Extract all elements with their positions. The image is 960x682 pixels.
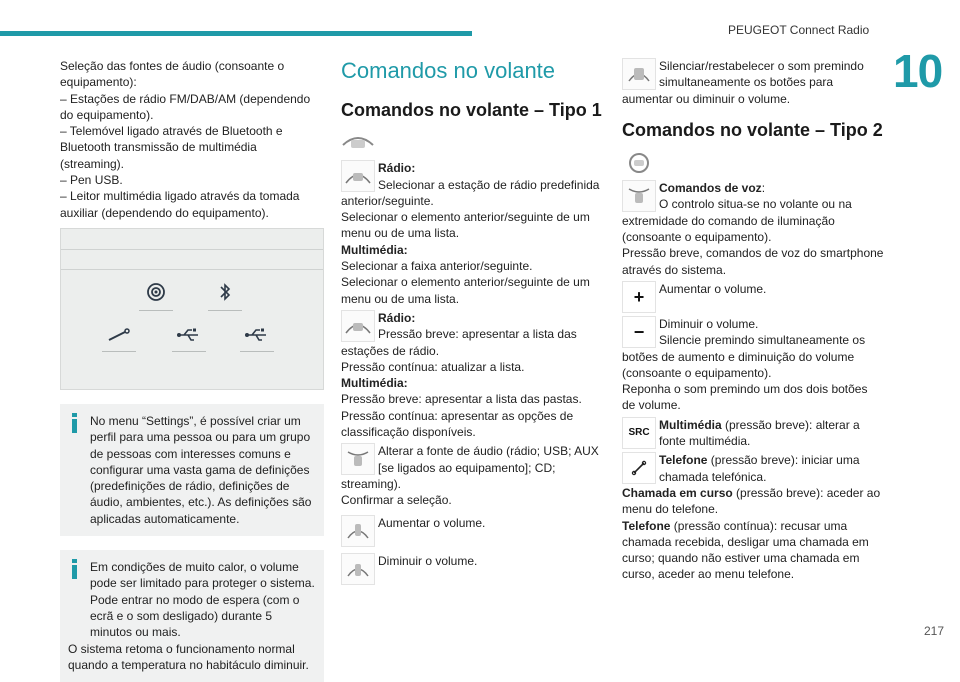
audio-source-figure xyxy=(60,228,324,390)
control-entry-plus xyxy=(622,281,884,313)
entry-text: Pressão breve, comandos de voz do smartphone através do sistema. xyxy=(622,246,884,277)
entry-label: Chamada em curso xyxy=(622,485,733,500)
list-item: – Pen USB. xyxy=(60,173,123,188)
note-text: No menu “Settings”, é possível criar um perfil para uma pessoa ou para um grupo de pessoas com interesses comuns e configurar uma vasta gama de definições (predefinições de rádio, definições de áudio, ambientes, etc.). As definições são aplicadas automaticamente. xyxy=(90,413,312,526)
entry-label: Rádio: xyxy=(378,161,416,176)
entry-text: Selecionar a faixa anterior/seguinte. xyxy=(341,259,533,274)
control-entry-phone xyxy=(622,452,884,485)
header-accent-bar xyxy=(0,31,472,36)
entry-label: Telefone xyxy=(622,518,671,533)
entry-text: Reponha o som premindo um dos dois botões de volume. xyxy=(622,382,868,413)
section-subtitle: Comandos no volante – Tipo 1 xyxy=(341,100,602,120)
column-3 xyxy=(622,58,884,583)
phone-icon xyxy=(622,452,656,484)
info-icon xyxy=(72,559,77,581)
entry-text: Pressão breve: apresentar a lista das estações de rádio. xyxy=(341,327,577,358)
list-item: – Telemóvel ligado através de Bluetooth e Bluetooth transmissão de multimédia (streaming). xyxy=(60,124,283,171)
info-icon xyxy=(72,413,77,435)
entry-text: (pressão breve): alterar a fonte multimédia. xyxy=(659,417,860,449)
note-text: O sistema retoma o funcionamento normal quando a temperatura no habitáculo diminuir. xyxy=(68,641,309,672)
steering-wheel-thumb xyxy=(341,131,606,157)
entry-text: Aumentar o volume. xyxy=(659,281,767,296)
section-subtitle: Comandos no volante – Tipo 2 xyxy=(622,119,883,140)
section-title: Comandos no volante xyxy=(341,58,556,83)
aux-icon xyxy=(102,327,136,352)
entry-label: Multimédia xyxy=(659,417,722,432)
info-note-profiles xyxy=(60,404,324,536)
radio-icon xyxy=(139,282,173,311)
entry-text: (pressão breve): iniciar uma chamada telefónica. xyxy=(659,453,860,484)
entry-text: Pressão breve: apresentar a lista das pastas. xyxy=(341,392,582,407)
list-item: – Estações de rádio FM/DAB/AM (dependendo do equipamento). xyxy=(60,91,311,122)
intro-text: Seleção das fontes de áudio (consoante o equipamento): xyxy=(60,59,285,90)
control-entry-volume-down xyxy=(341,553,606,585)
plus-icon: + xyxy=(622,281,656,313)
entry-text: : xyxy=(761,181,766,196)
control-entry-src xyxy=(622,417,884,450)
source-screen xyxy=(61,270,323,389)
usb-icon xyxy=(240,327,274,352)
usb-icon xyxy=(172,327,206,352)
column-2 xyxy=(341,58,606,585)
running-header: PEUGEOT Connect Radio xyxy=(728,23,870,37)
entry-text: Diminuir o volume. xyxy=(659,316,759,331)
steering-control-icon xyxy=(341,443,375,475)
entry-text: Selecionar o elemento anterior/seguinte de um menu ou de uma lista. xyxy=(341,210,590,241)
steering-control-icon xyxy=(341,553,375,585)
screen-band xyxy=(61,249,323,270)
entry-text: Selecionar o elemento anterior/seguinte de um menu ou de uma lista. xyxy=(341,275,590,306)
steering-control-icon xyxy=(341,515,375,547)
control-entry-source xyxy=(341,443,606,508)
info-note-temperature xyxy=(60,550,324,682)
control-entry-mute xyxy=(622,58,884,107)
steering-control-icon xyxy=(341,310,375,342)
entry-label: Comandos de voz xyxy=(659,181,762,196)
control-entry-list xyxy=(341,310,606,359)
entry-label: Rádio: xyxy=(378,310,416,325)
entry-text: Pressão contínua: atualizar a lista. xyxy=(341,359,525,374)
entry-text: Diminuir o volume. xyxy=(378,553,478,568)
screen-band xyxy=(61,229,323,250)
chapter-number: 10 xyxy=(893,45,943,97)
entry-text: (pressão breve): aceder ao menu do telefone. xyxy=(622,485,881,517)
entry-label: Multimédia: xyxy=(341,376,408,391)
entry-label: Telefone xyxy=(659,453,708,468)
voice-control-icon xyxy=(622,180,656,212)
note-text: Em condições de muito calor, o volume pode ser limitado para proteger o sistema. Pode entrar no modo de espera (com o ecrã e o som desligado) durante 5 minutos ou mais. xyxy=(90,560,315,640)
steering-wheel-thumb xyxy=(622,151,884,177)
entry-text: Pressão contínua: apresentar as opções de classificação disponíveis. xyxy=(341,408,574,440)
list-item: – Leitor multimédia ligado através da tomada auxiliar (dependendo do equipamento). xyxy=(60,189,300,220)
minus-icon: − xyxy=(622,316,656,348)
entry-text: (pressão contínua): recusar uma chamada recebida, desligar uma chamada em curso; quando não estiver uma chamada em curso, aceder ao menu telefone. xyxy=(622,518,869,582)
control-entry-volume-up xyxy=(341,515,606,547)
entry-text: Silencie premindo simultaneamente os botões de aumento e diminuição do volume (consoante o equipamento). xyxy=(622,333,866,380)
page-number: 217 xyxy=(923,624,944,638)
entry-text: Silenciar/restabelecer o som premindo simultaneamente os botões para aumentar ou diminuir o volume. xyxy=(622,59,864,106)
control-entry-seek xyxy=(341,160,606,209)
bluetooth-icon xyxy=(208,282,242,311)
entry-label: Multimédia: xyxy=(341,242,408,257)
control-entry-minus xyxy=(622,316,884,381)
src-icon: SRC xyxy=(622,417,656,449)
entry-text: Alterar a fonte de áudio (rádio; USB; AUX [se ligados ao equipamento]; CD; streaming). xyxy=(341,444,599,491)
entry-text: Aumentar o volume. xyxy=(378,515,486,530)
entry-text: O controlo situa-se no volante ou na extremidade do comando de iluminação (consoante o equipamento). xyxy=(622,197,852,245)
entry-text: Confirmar a seleção. xyxy=(341,493,452,508)
column-1 xyxy=(60,58,324,682)
steering-control-icon xyxy=(622,58,656,90)
control-entry-voice xyxy=(622,180,884,245)
entry-text: Selecionar a estação de rádio predefinida anterior/seguinte. xyxy=(341,177,600,208)
steering-control-icon xyxy=(341,160,375,192)
